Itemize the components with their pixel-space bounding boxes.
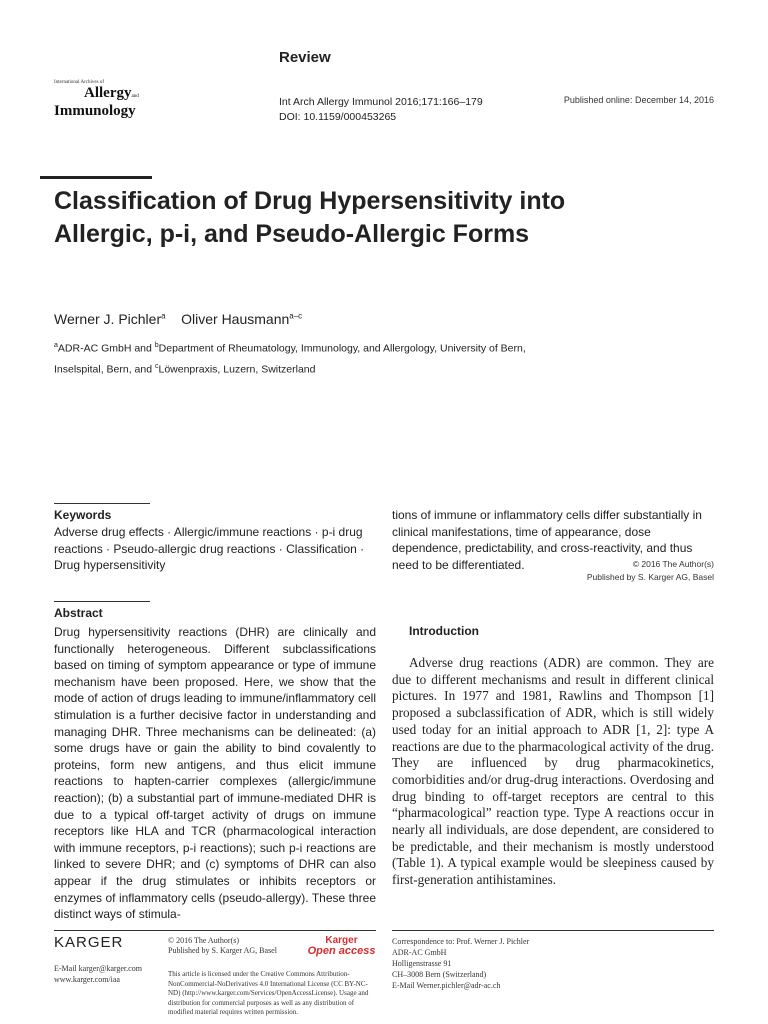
open-access-logo	[304, 936, 379, 957]
publisher-website[interactable]: www.karger.com/iaa	[54, 974, 120, 984]
abstract-paragraph: Drug hypersensitivity reactions (DHR) are clinically and functionally heterogeneous. Different subclassifications based on timing of symptom appearance or type of immune mechanism have been proposed. Here, we show that the mode of action of drugs leading to immune/inflammatory cell stimulation is a further decisive factor in understanding and managing DHR. Three mechanisms can be delineated: (a) some drugs have or gain the ability to bind covalently to proteins, form new antigens, and thus elicit immune reactions to hapten-carrier complexes (allergic/immune reaction); (b) a substantial part of immune-mediated DHR is due to a typical off-target activity of drugs on immune receptors like HLA and TCR (pharmacological interaction with immune receptors, p-i reactions); such p-i reactions are linked to severe DHR; and (c) symptoms of DHR can also appear if the drug stimulates or inhibits receptors or enzymes of inflammatory cells (pseudo-allergy). These three distinct ways of stimula-	[54, 625, 376, 922]
keywords-rule	[54, 503, 150, 504]
affil-b-mark: b	[154, 342, 159, 349]
footer-copyright-line2: Published by S. Karger AG, Basel	[168, 946, 277, 955]
journal-logo-line3: Immunology	[54, 103, 136, 119]
article-title: Classification of Drug Hypersensitivity into Allergic, p-i, and Pseudo-Allergic Forms	[54, 187, 566, 248]
author-1: Werner J. Pichler	[54, 311, 162, 327]
publisher-logo: KARGER	[54, 934, 124, 951]
correspondence	[392, 936, 529, 991]
journal-logo-allergy: Allergy	[84, 85, 132, 101]
keywords-heading: Keywords	[54, 508, 112, 522]
journal-logo	[54, 80, 154, 118]
doi[interactable]: DOI: 10.1159/000453265	[279, 111, 397, 123]
corr-line1: Correspondence to: Prof. Werner J. Pichler	[392, 937, 530, 946]
affil-a: ADR-AC GmbH and	[57, 342, 155, 355]
journal-logo-and: and	[131, 94, 139, 99]
introduction-heading: Introduction	[409, 624, 479, 638]
affil-b: Department of Rheumatology, Immunology, and Allergology, University of Bern,	[158, 342, 526, 355]
authors	[54, 311, 302, 327]
corr-email[interactable]: E-Mail Werner.pichler@adr-ac.ch	[392, 981, 501, 990]
section-label: Review	[279, 49, 331, 66]
footer-copyright	[168, 936, 277, 956]
publisher-contact	[54, 964, 142, 985]
corr-line4: CH–3008 Bern (Switzerland)	[392, 970, 487, 979]
introduction-text	[392, 655, 714, 889]
affil-line2: Inselspital, Bern, and	[54, 363, 155, 375]
author-1-affil: a	[161, 311, 166, 321]
oa-logo-line1: Karger	[325, 935, 358, 946]
abstract-copyright-line2: Published by S. Karger AG, Basel	[586, 572, 714, 582]
abstract-copyright	[587, 558, 714, 584]
abstract-text-left	[54, 624, 376, 923]
citation-block	[279, 95, 483, 125]
abstract-rule	[54, 601, 150, 602]
abstract-text-right: tions of immune or inflammatory cells differ substantially in clinical manifestations, time of appearance, dose dependence, predictability, and cross-reactivity, and thus need to be differentiated.	[392, 508, 702, 572]
corr-line3: Holligenstrasse 91	[392, 959, 452, 968]
author-2: Oliver Hausmann	[181, 311, 290, 327]
introduction-paragraph: Adverse drug reactions (ADR) are common. They are due to different mechanisms and result in different clinical pictures. In 1977 and 1981, Rawlins and Thompson [1] proposed a subclassification of ADR, which is still widely used today for an initial approach to ADR [1, 2]: type A reactions are due to the pharmacological activity of the drug. They are influenced by drug pharmacokinetics, comorbidities and/or drug-drug interactions. Overdosing and drug binding to off-target receptors are central to this “pharmacological” reaction type. Type A reactions occur in nearly all individuals, are dose dependent, are considered to be predictable, and their mechanism is mostly understood (Table 1). A typical example would be sleepiness caused by first-generation antihistamines.	[392, 655, 714, 888]
affiliations	[54, 337, 614, 378]
keywords-text: Adverse drug effects · Allergic/immune reactions · p-i drug reactions · Pseudo-allergic drug reactions · Classification · Drug hypersensitivity	[54, 525, 365, 573]
author-2-affil: a–c	[289, 311, 303, 321]
publisher-email[interactable]: E-Mail karger@karger.com	[54, 964, 142, 973]
footer-copyright-line1: © 2016 The Author(s)	[168, 936, 240, 945]
affil-c: Löwenpraxis, Luzern, Switzerland	[158, 363, 316, 375]
footer-rule-right	[392, 930, 714, 931]
license-text: This article is licensed under the Creative Commons Attribution-NonCommercial-NoDerivatives 4.0 International License (CC BY-NC-ND) (http://www.karger.com/Services/OpenAccessLicense). Usage and distribution for commercial purposes as well as any distribution of modified material requires written permission.	[168, 970, 369, 1016]
abstract-copyright-line1: © 2016 The Author(s)	[632, 559, 714, 569]
title-rule	[40, 176, 152, 179]
citation: Int Arch Allergy Immunol 2016;171:166–179	[279, 96, 483, 108]
corr-line2: ADR-AC GmbH	[392, 948, 447, 957]
journal-logo-line1: International Archives of	[54, 80, 104, 85]
affil-a-mark: a	[54, 342, 58, 349]
abstract-heading: Abstract	[54, 606, 103, 620]
oa-logo-line2: Open access	[307, 945, 376, 957]
published-date: Published online: December 14, 2016	[563, 95, 714, 105]
journal-logo-line2	[84, 86, 154, 104]
footer-rule-left	[54, 930, 376, 931]
affil-c-mark: c	[154, 362, 159, 370]
